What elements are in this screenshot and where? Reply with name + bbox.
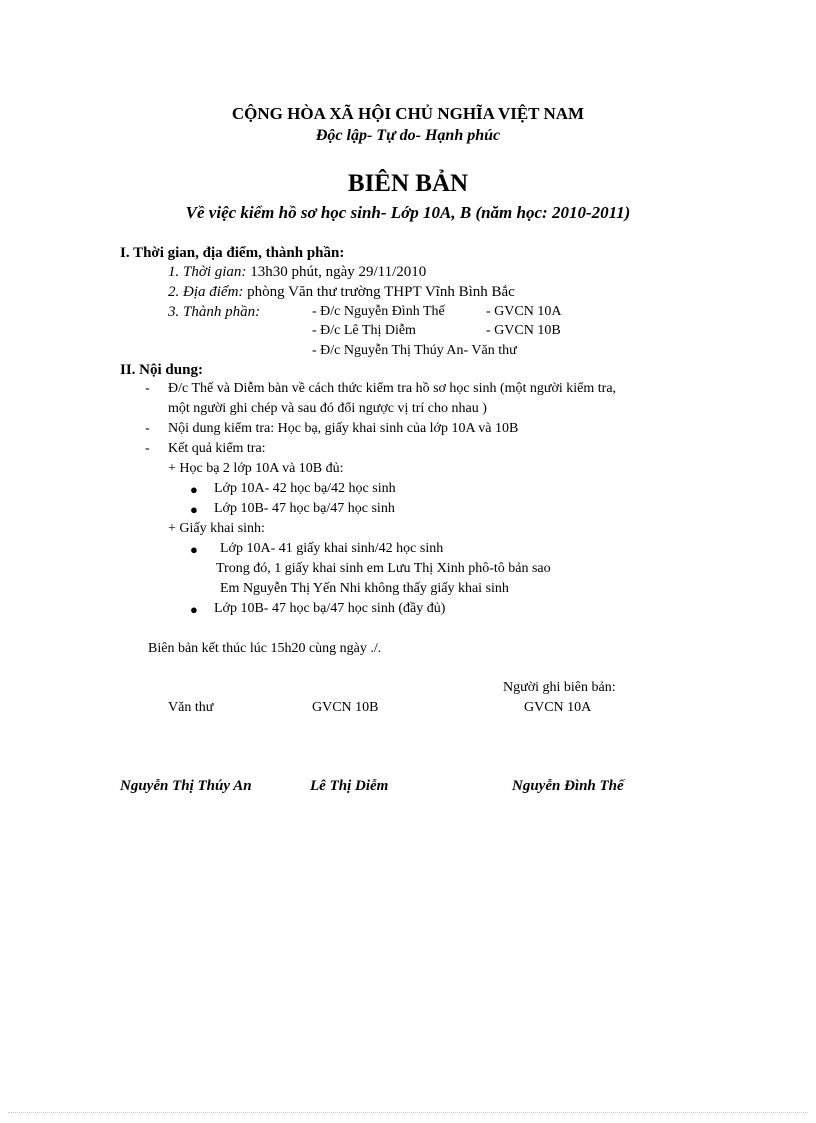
content-item-1-cont: một người ghi chép và sau đó đổi ngược vị trí cho nhau ) — [168, 401, 487, 416]
member-name: - Đ/c Lê Thị Diễm — [312, 323, 416, 338]
time-label: 1. Thời gian: — [168, 264, 247, 280]
gks-10b: Lớp 10B- 47 học bạ/47 học sinh (đầy đủ) — [214, 601, 446, 616]
content-item-3: Kết quả kiểm tra: — [168, 441, 266, 456]
hocba-10b: Lớp 10B- 47 học bạ/47 học sinh — [214, 501, 395, 516]
signer-role-vanthu: Văn thư — [168, 700, 214, 715]
bullet-icon: ● — [190, 482, 198, 497]
dash-marker: - — [145, 381, 150, 396]
signer-name-gvcn-10b: Lê Thị Diễm — [310, 778, 389, 794]
page-bottom-divider — [8, 1112, 808, 1113]
hocba-10a: Lớp 10A- 42 học bạ/42 học sinh — [214, 481, 396, 496]
section2-heading: II. Nội dung: — [120, 362, 203, 378]
content-item-2: Nội dung kiểm tra: Học bạ, giấy khai sinh của lớp 10A và 10B — [168, 421, 519, 436]
member-role: - GVCN 10A — [486, 304, 562, 319]
member-name: - Đ/c Nguyễn Đình Thế — [312, 304, 445, 319]
dash-marker: - — [145, 421, 150, 436]
giaykhaisinh-heading: + Giấy khai sinh: — [168, 521, 265, 536]
time-line — [168, 264, 426, 281]
time-value: 13h30 phút, ngày 29/11/2010 — [246, 264, 427, 280]
nation-header: CỘNG HÒA XÃ HỘI CHỦ NGHĨA VIỆT NAM — [231, 104, 585, 123]
place-value: phòng Văn thư trường THPT Vĩnh Bình Bắc — [243, 284, 515, 300]
document-subtitle: Về việc kiểm hồ sơ học sinh- Lớp 10A, B (năm học: 2010-2011) — [185, 203, 631, 222]
document-title: BIÊN BẢN — [347, 170, 469, 197]
signer-role-gvcn-10b: GVCN 10B — [312, 700, 379, 715]
members-label: 3. Thành phần: — [168, 304, 261, 320]
bullet-icon: ● — [190, 542, 198, 557]
motto: Độc lập- Tự do- Hạnh phúc — [315, 127, 501, 144]
gks-10a: Lớp 10A- 41 giấy khai sinh/42 học sinh — [220, 541, 444, 556]
gks-note-1: Trong đó, 1 giấy khai sinh em Lưu Thị Xinh phô-tô bản sao — [216, 561, 551, 576]
member-role: - GVCN 10B — [486, 323, 561, 338]
place-label: 2. Địa điểm: — [168, 284, 244, 300]
signer-name-gvcn-10a: Nguyễn Đình Thế — [512, 778, 624, 794]
gks-note-2: Em Nguyễn Thị Yến Nhi không thấy giấy khai sinh — [220, 581, 509, 596]
signer-name-vanthu: Nguyễn Thị Thúy An — [120, 778, 252, 794]
signer-role-gvcn-10a: GVCN 10A — [524, 700, 592, 715]
content-item-1: Đ/c Thế và Diễm bàn về cách thức kiểm tra hồ sơ học sinh (một người kiểm tra, — [168, 381, 617, 396]
dash-marker: - — [145, 441, 150, 456]
bullet-icon: ● — [190, 502, 198, 517]
recorder-label: Người ghi biên bản: — [503, 680, 616, 695]
hocba-heading: + Học bạ 2 lớp 10A và 10B đủ: — [168, 461, 344, 476]
section1-heading: I. Thời gian, địa điểm, thành phần: — [120, 245, 345, 261]
member-name: - Đ/c Nguyễn Thị Thúy An- Văn thư — [312, 343, 517, 358]
bullet-icon: ● — [190, 602, 198, 617]
closing-statement: Biên bản kết thúc lúc 15h20 cùng ngày ./. — [148, 641, 382, 656]
place-line — [168, 284, 515, 301]
